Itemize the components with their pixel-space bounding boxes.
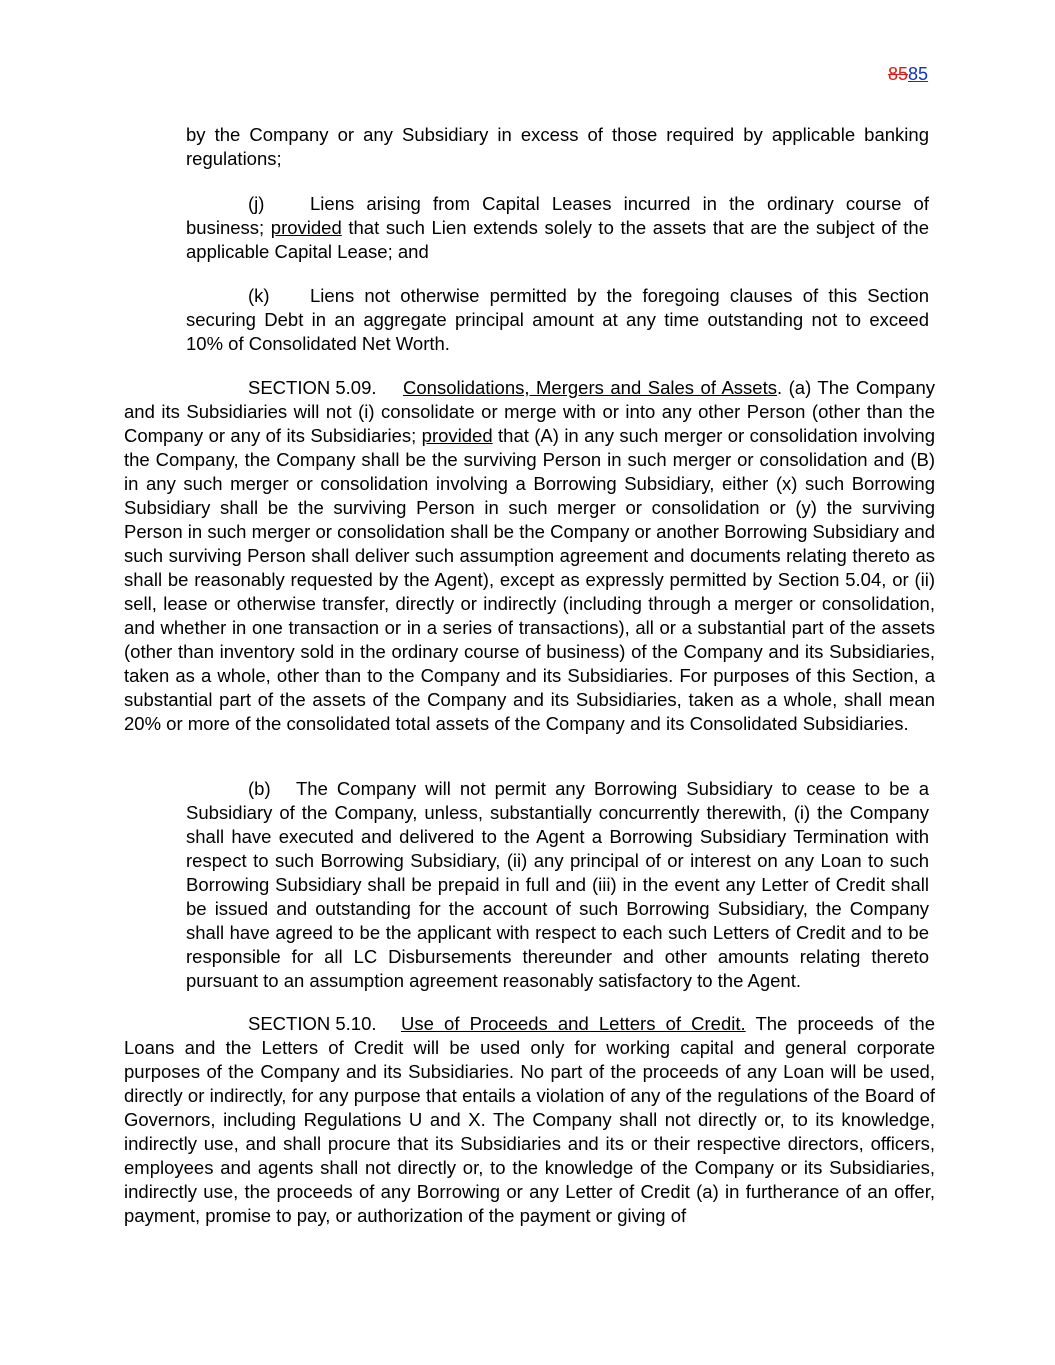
page-number [888, 64, 928, 85]
section-5-09-text-1: . (a) The Company and its Subsidiaries will not (i) consolidate or merge with or into any other Person (other than the Company or any of its Subsidiaries; [124, 377, 935, 446]
paragraph-k-label: (k) [248, 285, 270, 306]
paragraph-j [186, 192, 929, 264]
paragraph-i-continuation [186, 123, 929, 171]
section-5-09-heading: Consolidations, Mergers and Sales of Assets [403, 377, 777, 398]
paragraph-j-provided: provided [270, 217, 342, 238]
section-5-10 [124, 1012, 935, 1228]
page-number-inserted: 85 [908, 64, 929, 84]
section-5-10-number: SECTION 5.10. [248, 1013, 377, 1034]
section-5-10-heading: Use of Proceeds and Letters of Credit. [401, 1013, 746, 1034]
paragraph-j-text-1: Liens arising from Capital Leases incurred in the ordinary course of business; [186, 193, 929, 238]
paragraph-j-text-2: that such Lien extends solely to the assets that are the subject of the applicable Capital Lease; and [186, 217, 930, 262]
section-5-09-provided: provided [421, 425, 493, 446]
paragraph-b [186, 777, 929, 993]
paragraph-j-label: (j) [248, 193, 265, 214]
paragraph-k-text: Liens not otherwise permitted by the foregoing clauses of this Section securing Debt in an aggregate principal amount at any time outstanding not to exceed 10% of Consolidated Net Worth. [186, 285, 929, 354]
section-5-09-number: SECTION 5.09. [248, 377, 377, 398]
section-5-09 [124, 376, 935, 736]
paragraph-i-text: by the Company or any Subsidiary in excess of those required by applicable banking regulations; [186, 124, 929, 169]
section-5-09-text-2: that (A) in any such merger or consolidation involving the Company, the Company shall be the surviving Person in such merger or consolidation and (B) in any such merger or consolidation involving a Borrowing Subsidiary, either (x) such Borrowing Subsidiary shall be the surviving Person in such merger or consolidation or (y) the surviving Person in such merger or consolidation shall be the Company or another Borrowing Subsidiary and such surviving Person shall deliver such assumption agreement and documents relating thereto as shall be reasonably requested by the Agent), except as expressly permitted by Section 5.04, or (ii) sell, lease or otherwise transfer, directly or indirectly (including through a merger or consolidation, and whether in one transaction or in a series of transactions), all or a substantial part of the assets (other than inventory sold in the ordinary course of business) of the Company and its Subsidiaries, taken as a whole, other than to the Company and its Subsidiaries. For purposes of this Section, a substantial part of the assets of the Company and its Subsidiaries, taken as a whole, shall mean 20% or more of the consolidated total assets of the Company and its Consolidated Subsidiaries. [124, 425, 936, 734]
page-number-deleted: 85 [888, 64, 909, 84]
paragraph-b-text: The Company will not permit any Borrowing Subsidiary to cease to be a Subsidiary of the Company, unless, substantially concurrently therewith, (i) the Company shall have executed and delivered to the Agent a Borrowing Subsidiary Termination with respect to such Borrowing Subsidiary, (ii) any principal of or interest on any Loan to such Borrowing Subsidiary shall be prepaid in full and (iii) in the event any Letter of Credit shall be issued and outstanding for the account of such Borrowing Subsidiary, the Company shall have agreed to be the applicant with respect to each such Letters of Credit and to be responsible for all LC Disbursements thereunder and other amounts relating thereto pursuant to an assumption agreement reasonably satisfactory to the Agent. [186, 778, 929, 991]
section-5-10-text: The proceeds of the Loans and the Letters of Credit will be used only for working capital and general corporate purposes of the Company and its Subsidiaries. No part of the proceeds of any Loan will be used, directly or indirectly, for any purpose that entails a violation of any of the regulations of the Board of Governors, including Regulations U and X. The Company shall not directly or, to its knowledge, indirectly use, and shall procure that its Subsidiaries and its or their respective directors, officers, employees and agents shall not directly or, to the knowledge of the Company or its Subsidiaries, indirectly use, the proceeds of any Borrowing or any Letter of Credit (a) in furtherance of an offer, payment, promise to pay, or authorization of the payment or giving of [124, 1013, 935, 1226]
paragraph-b-label: (b) [248, 778, 271, 799]
paragraph-k [186, 284, 929, 356]
